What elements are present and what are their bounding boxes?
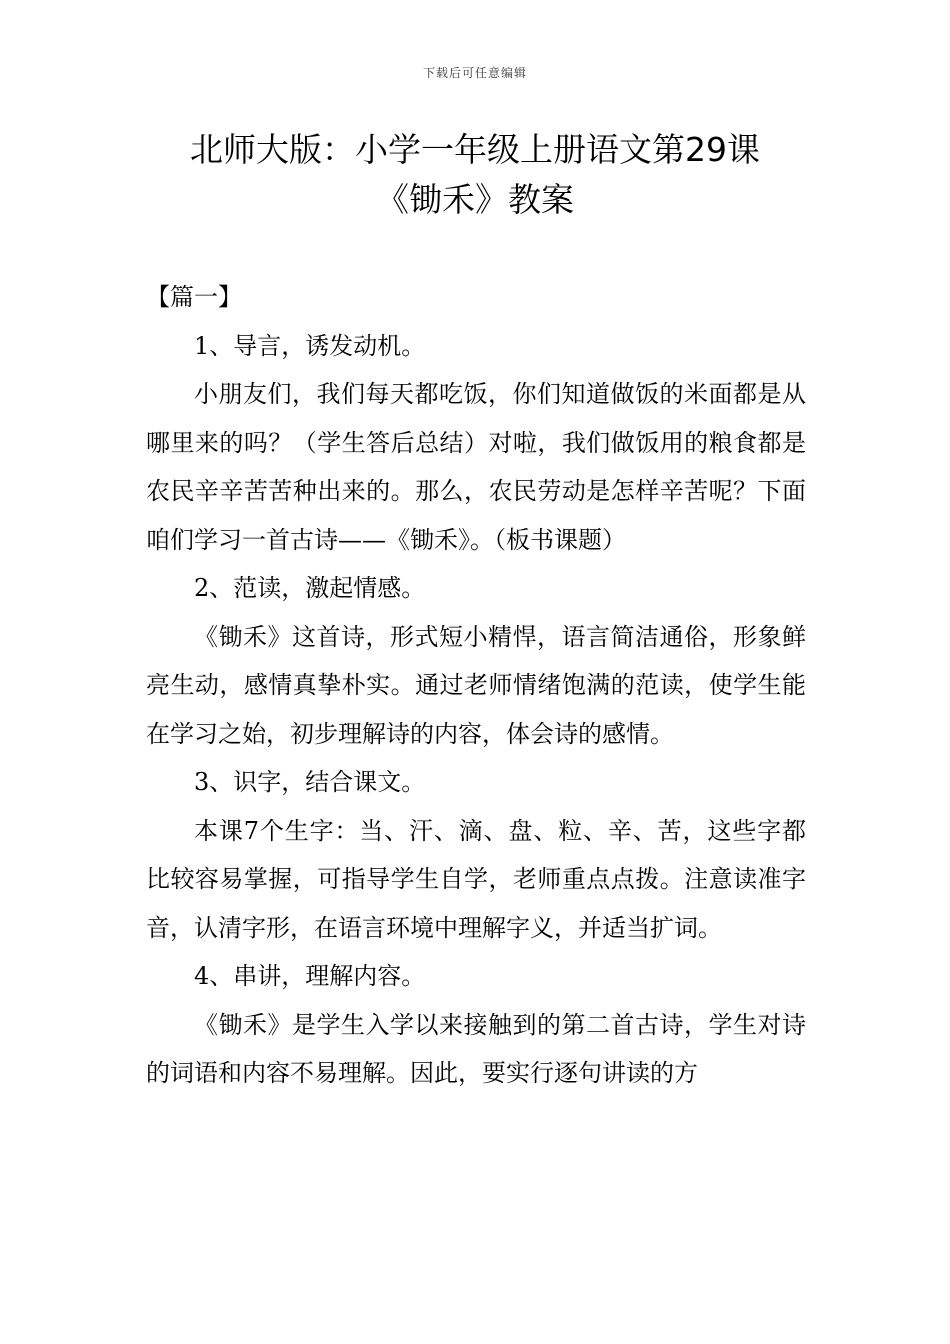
title-line-1: 北师大版：小学一年级上册语文第29课	[190, 130, 760, 169]
title-line-2: 《锄禾》教案	[376, 180, 574, 219]
step-heading-2: 2、范读，激起情感。	[194, 574, 426, 602]
step-heading-4: 4、串讲，理解内容。	[194, 962, 426, 990]
paragraph-4: 《锄禾》是学生入学以来接触到的第二首古诗，学生对诗的词语和内容不易理解。因此，要实行逐句讲读的方	[146, 1010, 806, 1087]
paragraph-3: 本课7个生字：当、汗、滴、盘、粒、辛、苦，这些字都比较容易掌握，可指导学生自学，老师重点点拨。注意读准字音，认清字形，在语言环境中理解字义，并适当扩词。	[146, 816, 806, 942]
page-header: 下载后可任意编辑	[422, 66, 527, 80]
document-body	[146, 273, 806, 1098]
section-label: 【篇一】	[146, 283, 242, 311]
document-title	[0, 125, 950, 225]
step-heading-3: 3、识字，结合课文。	[194, 768, 426, 796]
paragraph-1: 小朋友们，我们每天都吃饭，你们知道做饭的米面都是从哪里来的吗？（学生答后总结）对啦，我们做饭用的粮食都是农民辛辛苦苦种出来的。那么，农民劳动是怎样辛苦呢？下面咱们学习一首古诗——《锄禾》。（板书课题）	[146, 380, 806, 554]
step-heading-1: 1、导言，诱发动机。	[194, 331, 426, 360]
paragraph-2: 《锄禾》这首诗，形式短小精悍，语言简洁通俗，形象鲜亮生动，感情真挚朴实。通过老师情绪饱满的范读，使学生能在学习之始，初步理解诗的内容，体会诗的感情。	[146, 622, 806, 748]
